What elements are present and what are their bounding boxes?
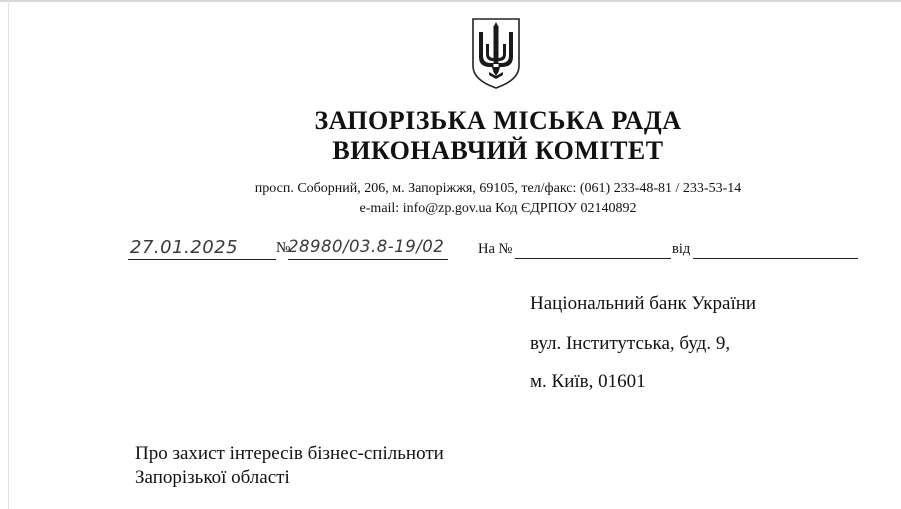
scan-top-edge (0, 0, 901, 2)
scan-left-edge (8, 0, 9, 509)
subject-line-2: Запорізької області (135, 467, 290, 488)
organization-name: ЗАПОРІЗЬКА МІСЬКА РАДА (314, 106, 682, 135)
committee-name: ВИКОНАВЧИЙ КОМІТЕТ (332, 136, 664, 165)
incoming-date-blank (693, 258, 858, 259)
recipient-name: Національний банк України (530, 293, 757, 314)
subject-line-1: Про захист інтересів бізнес-спільноти (135, 443, 444, 464)
number-underline (288, 259, 448, 260)
number-sign: № (276, 240, 291, 256)
recipient-street: вул. Інститутська, буд. 9, (530, 333, 731, 354)
handwritten-date: 27.01.2025 (130, 237, 239, 258)
ukraine-coat-of-arms-icon (470, 16, 522, 90)
handwritten-outgoing-number: 28980/03.8-19/02 (288, 237, 445, 256)
postal-address: просп. Соборний, 206, м. Запоріжжя, 69105, тел/факс: (061) 233-48-81 / 233-53-14 (254, 181, 742, 196)
incoming-number-label: На № (478, 241, 513, 257)
contact-details: e-mail: info@zp.gov.ua Код ЄДРПОУ 02140892 (359, 201, 637, 216)
incoming-number-blank (515, 258, 671, 259)
recipient-city: м. Київ, 01601 (530, 371, 646, 392)
incoming-date-label: від (672, 241, 691, 257)
date-underline (128, 259, 276, 260)
